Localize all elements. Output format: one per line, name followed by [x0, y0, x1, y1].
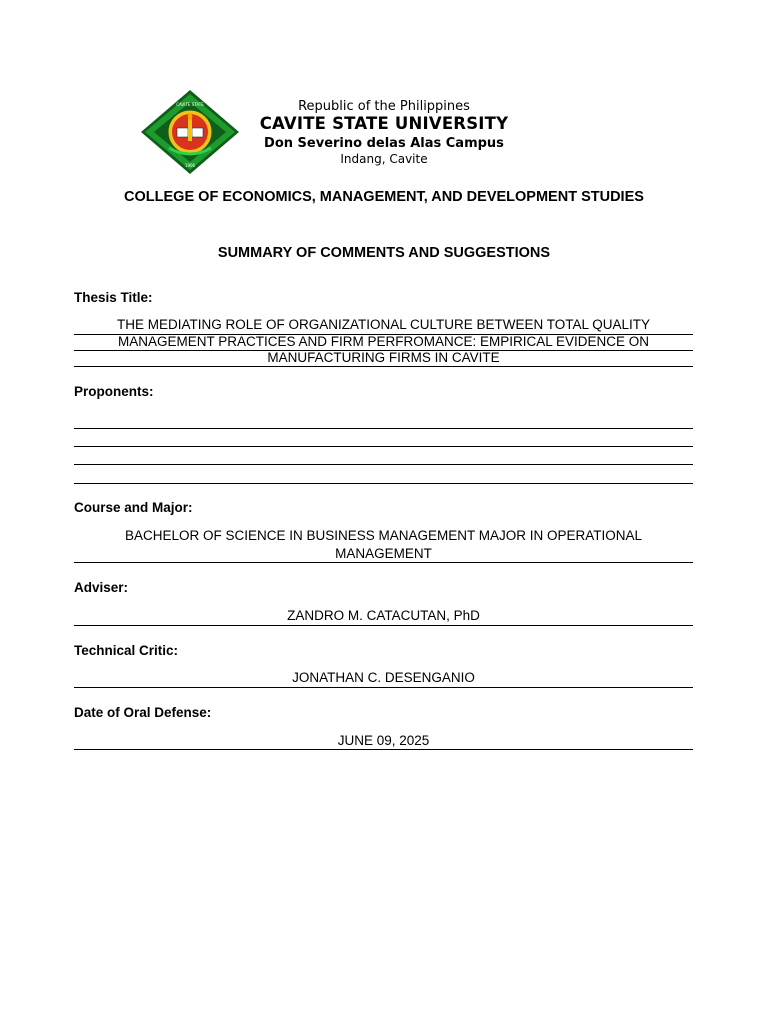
letterhead [248, 98, 520, 165]
proponent-line-4 [74, 483, 693, 484]
course-major-label: Course and Major: [74, 500, 193, 515]
course-major-rule [74, 562, 693, 563]
course-major-line-2: MANAGEMENT [335, 546, 432, 561]
course-major-line-1: BACHELOR OF SCIENCE IN BUSINESS MANAGEMENT MAJOR IN OPERATIONAL [124, 528, 643, 543]
republic-text: Republic of the Philippines [298, 99, 470, 114]
defense-date-rule [74, 749, 693, 750]
defense-date-value: JUNE 09, 2025 [337, 733, 430, 748]
svg-text:CAVITE STATE: CAVITE STATE [176, 102, 204, 107]
technical-critic-rule [74, 687, 693, 688]
svg-text:1906: 1906 [184, 163, 196, 168]
proponent-line-1 [74, 428, 693, 429]
thesis-title-line-1: THE MEDIATING ROLE OF ORGANIZATIONAL CULTURE BETWEEN TOTAL QUALITY [116, 317, 651, 332]
document-title: SUMMARY OF COMMENTS AND SUGGESTIONS [217, 245, 551, 261]
campus-name: Don Severino delas Alas Campus [264, 135, 504, 151]
college-name: COLLEGE OF ECONOMICS, MANAGEMENT, AND DEVELOPMENT STUDIES [124, 189, 644, 205]
thesis-title-line-2: MANAGEMENT PRACTICES AND FIRM PERFROMANCE: EMPIRICAL EVIDENCE ON [117, 334, 650, 349]
adviser-rule [74, 625, 693, 626]
thesis-title-rule-3 [74, 366, 693, 367]
campus-location: Indang, Cavite [340, 151, 428, 166]
adviser-name: ZANDRO M. CATACUTAN, PhD [287, 608, 480, 623]
university-name: CAVITE STATE UNIVERSITY [259, 114, 509, 133]
technical-critic-name: JONATHAN C. DESENGANIO [292, 670, 475, 685]
adviser-label: Adviser: [74, 580, 129, 595]
university-seal-icon [139, 88, 241, 176]
proponent-line-2 [74, 446, 693, 447]
proponent-line-3 [74, 464, 693, 465]
proponents-label: Proponents: [74, 384, 154, 399]
defense-date-label: Date of Oral Defense: [74, 705, 212, 720]
thesis-title-label: Thesis Title: [74, 290, 153, 305]
technical-critic-label: Technical Critic: [74, 643, 179, 658]
thesis-title-line-3: MANUFACTURING FIRMS IN CAVITE [267, 350, 500, 365]
